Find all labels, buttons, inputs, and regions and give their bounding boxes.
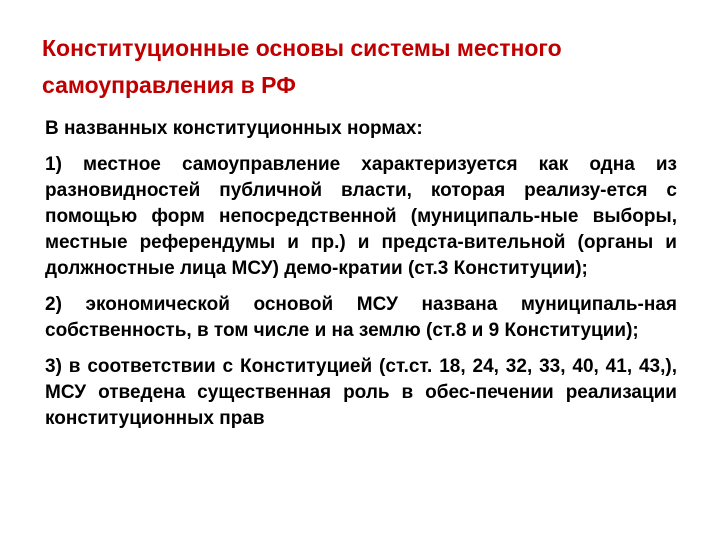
list-item: 3) в соответствии с Конституцией (ст.ст. 18, 24, 32, 33, 40, 41, 43,), МСУ отведена существенная роль в обес-печении реализации конституционных прав (45, 356, 677, 429)
intro-text: В названных конституционных нормах: (45, 118, 423, 139)
list-item: 2) экономической основой МСУ названа муниципаль-ная собственность, в том числе и на землю (ст.8 и 9 Конституции); (45, 294, 677, 341)
slide-title: Конституционные основы системы местного самоуправления в РФ (42, 35, 562, 98)
slide-body (45, 116, 677, 442)
list-item: 1) местное самоуправление характеризуется как одна из разновидностей публичной власти, которая реализу-ется с помощью форм непосредственной (муниципаль-ные выборы, местные референдумы и пр.) и предста-вительной (органы и должностные лица МСУ) демо-кратии (ст.3 Конституции); (45, 154, 677, 279)
